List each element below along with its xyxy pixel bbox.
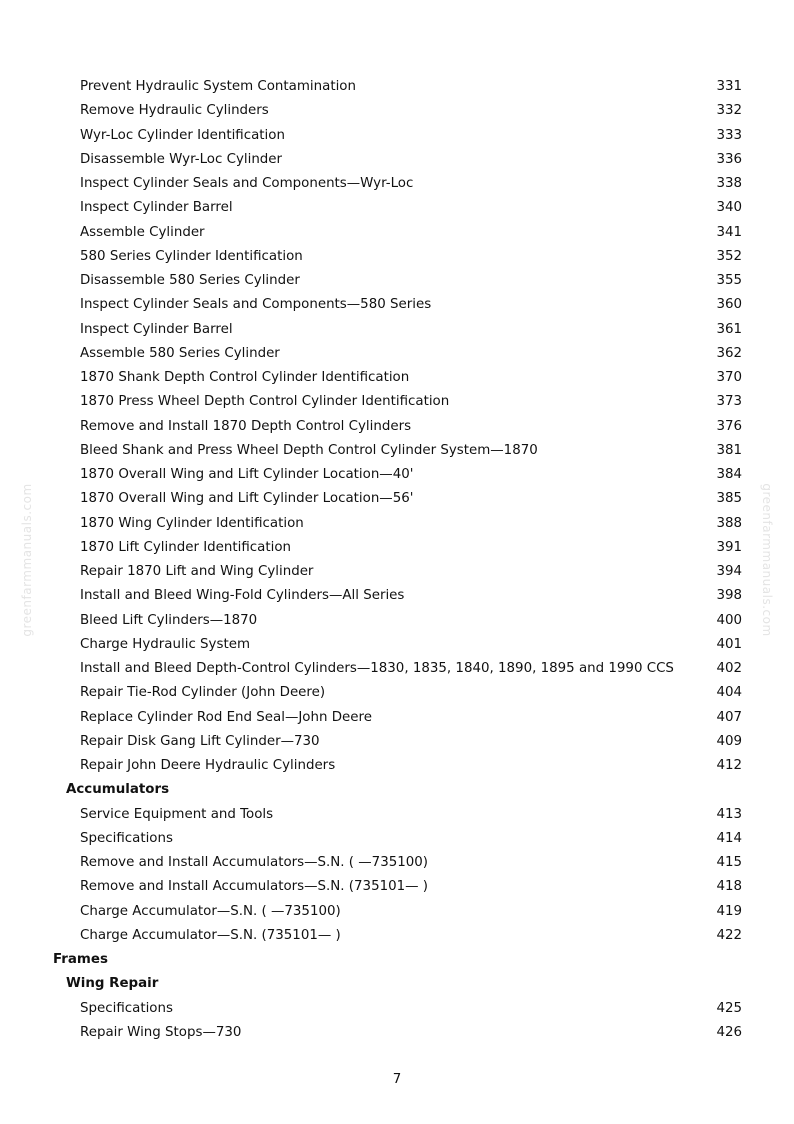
toc-entry-title: Wyr-Loc Cylinder Identification xyxy=(80,127,285,143)
toc-entry-title: Bleed Lift Cylinders—1870 xyxy=(80,612,258,628)
toc-entry-title: Assemble Cylinder xyxy=(80,224,205,240)
toc-entry-page: 331 xyxy=(716,79,742,94)
toc-entry-title: Repair John Deere Hydraulic Cylinders xyxy=(80,758,336,773)
toc-entry[interactable] xyxy=(0,196,794,220)
toc-entry[interactable] xyxy=(0,318,794,342)
toc-entry[interactable] xyxy=(0,99,794,123)
toc-entry-page: 412 xyxy=(716,758,742,773)
toc-entry[interactable] xyxy=(0,657,794,681)
toc-entry-page: 400 xyxy=(716,612,742,628)
toc-entry[interactable] xyxy=(0,924,794,948)
toc-entry-title: Repair Tie-Rod Cylinder (John Deere) xyxy=(80,685,326,701)
toc-entry[interactable] xyxy=(0,1021,794,1045)
toc-entry-page: 376 xyxy=(716,418,742,434)
toc-entry-title: Remove and Install Accumulators—S.N. (735101— ) xyxy=(80,879,429,895)
toc-entry[interactable] xyxy=(0,415,794,439)
toc-entry-page: 355 xyxy=(716,273,742,288)
toc-entry-page: 414 xyxy=(716,830,742,846)
toc-entry[interactable] xyxy=(0,293,794,317)
toc-entry[interactable] xyxy=(0,900,794,924)
toc-entry-page: 333 xyxy=(716,127,742,143)
toc-entry-title: Charge Hydraulic System xyxy=(80,636,250,652)
toc-entry-page: 388 xyxy=(716,515,742,531)
toc-entry[interactable] xyxy=(0,584,794,608)
toc-entry[interactable] xyxy=(0,730,794,754)
toc-entry-page: 385 xyxy=(716,491,742,507)
toc-entry-title: Remove Hydraulic Cylinders xyxy=(80,103,269,119)
toc-entry-title: Inspect Cylinder Seals and Components—580 Series xyxy=(80,297,432,313)
toc-entry[interactable] xyxy=(0,463,794,487)
toc-entry[interactable] xyxy=(0,633,794,657)
toc-entry[interactable] xyxy=(0,366,794,390)
toc-entry[interactable] xyxy=(0,609,794,633)
toc-entry-title: Install and Bleed Depth-Control Cylinders—1830, 1835, 1840, 1890, 1895 and 1990 CCS xyxy=(80,661,674,676)
toc-entry-title: Service Equipment and Tools xyxy=(80,806,274,822)
toc-entry-title: Charge Accumulator—S.N. (735101— ) xyxy=(80,927,341,943)
toc-entry[interactable] xyxy=(0,803,794,827)
page-number: 7 xyxy=(392,1072,402,1087)
toc-entry[interactable] xyxy=(0,706,794,730)
toc-entry-title: 580 Series Cylinder Identification xyxy=(80,248,303,264)
toc-entry[interactable] xyxy=(0,827,794,851)
toc-entry-title: Prevent Hydraulic System Contamination xyxy=(80,79,356,94)
toc-entry-page: 360 xyxy=(716,297,742,313)
toc-entry[interactable] xyxy=(0,124,794,148)
toc-entry-title: 1870 Press Wheel Depth Control Cylinder Identification xyxy=(80,394,450,410)
toc-entry-title: Repair Disk Gang Lift Cylinder—730 xyxy=(80,733,320,749)
toc-entry-title: 1870 Lift Cylinder Identification xyxy=(80,539,292,555)
toc-entry-page: 340 xyxy=(716,200,742,216)
toc-entry[interactable] xyxy=(0,536,794,560)
toc-entry-title: Charge Accumulator—S.N. ( —735100) xyxy=(80,903,341,919)
toc-entry-page: 370 xyxy=(716,370,742,385)
toc-entry-page: 422 xyxy=(716,927,742,943)
toc-entry-page: 394 xyxy=(716,564,742,579)
toc-entry-page: 398 xyxy=(716,588,742,604)
toc-entry-page: 381 xyxy=(716,442,742,458)
toc-entry-page: 415 xyxy=(716,855,742,870)
toc-entry[interactable] xyxy=(0,487,794,511)
toc-entry-title: Remove and Install 1870 Depth Control Cylinders xyxy=(80,418,412,434)
toc-entry-title: Repair Wing Stops—730 xyxy=(80,1024,242,1040)
toc-entry-title: Bleed Shank and Press Wheel Depth Control Cylinder System—1870 xyxy=(80,442,538,458)
toc-entry[interactable] xyxy=(0,851,794,875)
toc-entry-page: 401 xyxy=(716,636,742,652)
toc-entry-page: 409 xyxy=(716,733,742,749)
toc-entry-title: Specifications xyxy=(80,830,173,846)
toc-entry-page: 391 xyxy=(716,539,742,555)
toc-entry-title: 1870 Overall Wing and Lift Cylinder Location—40' xyxy=(80,467,414,482)
toc-entry-page: 373 xyxy=(716,394,742,410)
toc-entry-page: 341 xyxy=(716,224,742,240)
toc-entry-page: 413 xyxy=(716,806,742,822)
toc-entry[interactable] xyxy=(0,560,794,584)
toc-entry-page: 352 xyxy=(716,248,742,264)
watermark-left: greenfarmmanuals.com xyxy=(20,483,34,637)
toc-entry-page: 362 xyxy=(716,345,742,361)
toc-entry-page: 419 xyxy=(716,903,742,919)
toc-entry[interactable] xyxy=(0,512,794,536)
toc-entry-page: 332 xyxy=(716,103,742,119)
toc-entry-page: 404 xyxy=(716,685,742,701)
table-of-contents xyxy=(0,75,794,1045)
toc-entry-page: 384 xyxy=(716,467,742,482)
toc-entry-title: Disassemble 580 Series Cylinder xyxy=(80,273,300,288)
toc-entry-title: Disassemble Wyr-Loc Cylinder xyxy=(80,151,283,167)
toc-entry-title: Inspect Cylinder Barrel xyxy=(80,321,233,337)
toc-entry-title: Accumulators xyxy=(66,782,170,798)
toc-entry-title: Inspect Cylinder Barrel xyxy=(80,200,233,216)
toc-entry-page: 336 xyxy=(716,151,742,167)
toc-entry[interactable] xyxy=(0,681,794,705)
toc-entry-page: 418 xyxy=(716,879,742,895)
toc-entry-title: 1870 Overall Wing and Lift Cylinder Location—56' xyxy=(80,491,414,507)
toc-section-heading[interactable] xyxy=(0,778,794,802)
toc-entry[interactable] xyxy=(0,342,794,366)
toc-entry-title: Replace Cylinder Rod End Seal—John Deere xyxy=(80,709,372,725)
toc-section-heading[interactable] xyxy=(0,972,794,996)
toc-entry-title: Assemble 580 Series Cylinder xyxy=(80,345,280,361)
toc-entry-page: 426 xyxy=(716,1024,742,1040)
toc-entry-title: 1870 Wing Cylinder Identification xyxy=(80,515,304,531)
toc-entry[interactable] xyxy=(0,245,794,269)
toc-entry[interactable] xyxy=(0,754,794,778)
toc-entry[interactable] xyxy=(0,875,794,899)
toc-entry[interactable] xyxy=(0,269,794,293)
toc-entry-page: 361 xyxy=(716,321,742,337)
toc-entry-title: Repair 1870 Lift and Wing Cylinder xyxy=(80,564,314,579)
toc-entry-title: Remove and Install Accumulators—S.N. ( —735100) xyxy=(80,855,429,870)
toc-entry[interactable] xyxy=(0,390,794,414)
toc-entry[interactable] xyxy=(0,148,794,172)
toc-entry-page: 425 xyxy=(716,1000,742,1016)
toc-entry-title: Frames xyxy=(53,952,108,967)
toc-entry-page: 407 xyxy=(716,709,742,725)
toc-entry[interactable] xyxy=(0,75,794,99)
toc-entry-title: 1870 Shank Depth Control Cylinder Identification xyxy=(80,370,410,385)
toc-entry[interactable] xyxy=(0,172,794,196)
watermark-right: greenfarmmanuals.com xyxy=(760,483,774,637)
toc-entry-title: Specifications xyxy=(80,1000,173,1016)
toc-entry-page: 402 xyxy=(716,661,742,676)
toc-entry-title: Wing Repair xyxy=(66,976,159,992)
toc-section-heading[interactable] xyxy=(0,948,794,972)
toc-entry-title: Install and Bleed Wing-Fold Cylinders—All Series xyxy=(80,588,405,604)
toc-entry[interactable] xyxy=(0,997,794,1021)
toc-entry[interactable] xyxy=(0,439,794,463)
toc-entry-page: 338 xyxy=(716,176,742,191)
toc-entry-title: Inspect Cylinder Seals and Components—Wyr-Loc xyxy=(80,176,414,191)
toc-entry[interactable] xyxy=(0,221,794,245)
